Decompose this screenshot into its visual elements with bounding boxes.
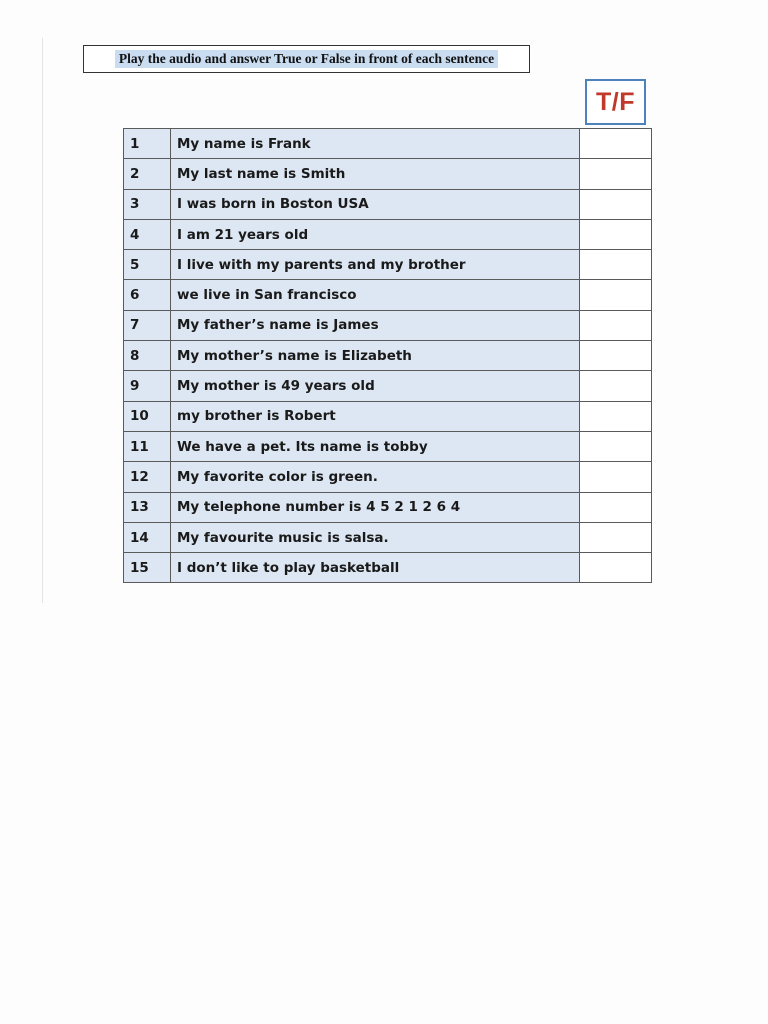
row-number: 3 (124, 189, 171, 219)
table-row (124, 401, 652, 431)
table-row (124, 431, 652, 461)
answer-cell[interactable] (580, 129, 652, 159)
table-row (124, 492, 652, 522)
statements-body (124, 129, 652, 583)
table-row (124, 553, 652, 583)
tf-header-box (585, 79, 646, 125)
table-row (124, 250, 652, 280)
answer-cell[interactable] (580, 159, 652, 189)
row-statement: we live in San francisco (171, 280, 580, 310)
answer-cell[interactable] (580, 401, 652, 431)
statements-table (123, 128, 652, 583)
table-row (124, 280, 652, 310)
table-row (124, 462, 652, 492)
row-statement: We have a pet. Its name is tobby (171, 431, 580, 461)
table-row (124, 310, 652, 340)
row-statement: My favorite color is green. (171, 462, 580, 492)
row-number: 15 (124, 553, 171, 583)
table-row (124, 522, 652, 552)
row-number: 6 (124, 280, 171, 310)
answer-cell[interactable] (580, 462, 652, 492)
instruction-text: Play the audio and answer True or False in front of each sentence (115, 50, 498, 68)
row-statement: my brother is Robert (171, 401, 580, 431)
margin-rule (42, 38, 43, 603)
answer-input-3[interactable] (580, 190, 651, 219)
answer-cell[interactable] (580, 492, 652, 522)
answer-cell[interactable] (580, 280, 652, 310)
row-number: 11 (124, 431, 171, 461)
row-number: 9 (124, 371, 171, 401)
row-statement: My last name is Smith (171, 159, 580, 189)
row-statement: My telephone number is 4 5 2 1 2 6 4 (171, 492, 580, 522)
answer-input-11[interactable] (580, 432, 651, 461)
row-number: 14 (124, 522, 171, 552)
answer-cell[interactable] (580, 310, 652, 340)
table-row (124, 129, 652, 159)
table-row (124, 219, 652, 249)
answer-cell[interactable] (580, 189, 652, 219)
row-number: 8 (124, 341, 171, 371)
row-statement: I am 21 years old (171, 219, 580, 249)
row-statement: I was born in Boston USA (171, 189, 580, 219)
answer-input-13[interactable] (580, 493, 651, 522)
answer-input-12[interactable] (580, 462, 651, 491)
answer-input-7[interactable] (580, 311, 651, 340)
answer-input-8[interactable] (580, 341, 651, 370)
answer-cell[interactable] (580, 553, 652, 583)
answer-input-5[interactable] (580, 250, 651, 279)
tf-header-label: T/F (596, 87, 635, 116)
table-row (124, 189, 652, 219)
answer-input-15[interactable] (580, 553, 651, 582)
row-number: 1 (124, 129, 171, 159)
row-statement: My mother is 49 years old (171, 371, 580, 401)
row-statement: My mother’s name is Elizabeth (171, 341, 580, 371)
answer-cell[interactable] (580, 522, 652, 552)
row-statement: My favourite music is salsa. (171, 522, 580, 552)
row-statement: I live with my parents and my brother (171, 250, 580, 280)
answer-input-14[interactable] (580, 523, 651, 552)
row-statement: I don’t like to play basketball (171, 553, 580, 583)
answer-cell[interactable] (580, 371, 652, 401)
table-row (124, 341, 652, 371)
row-number: 10 (124, 401, 171, 431)
answer-input-2[interactable] (580, 159, 651, 188)
answer-cell[interactable] (580, 219, 652, 249)
row-number: 12 (124, 462, 171, 492)
answer-input-4[interactable] (580, 220, 651, 249)
row-number: 4 (124, 219, 171, 249)
table-row (124, 159, 652, 189)
row-number: 13 (124, 492, 171, 522)
row-number: 5 (124, 250, 171, 280)
answer-cell[interactable] (580, 341, 652, 371)
row-number: 2 (124, 159, 171, 189)
answer-input-9[interactable] (580, 371, 651, 400)
answer-cell[interactable] (580, 431, 652, 461)
row-statement: My name is Frank (171, 129, 580, 159)
instruction-box (83, 45, 530, 73)
answer-cell[interactable] (580, 250, 652, 280)
table-row (124, 371, 652, 401)
answer-input-6[interactable] (580, 280, 651, 309)
answer-input-10[interactable] (580, 402, 651, 431)
row-statement: My father’s name is James (171, 310, 580, 340)
row-number: 7 (124, 310, 171, 340)
answer-input-1[interactable] (580, 129, 651, 158)
